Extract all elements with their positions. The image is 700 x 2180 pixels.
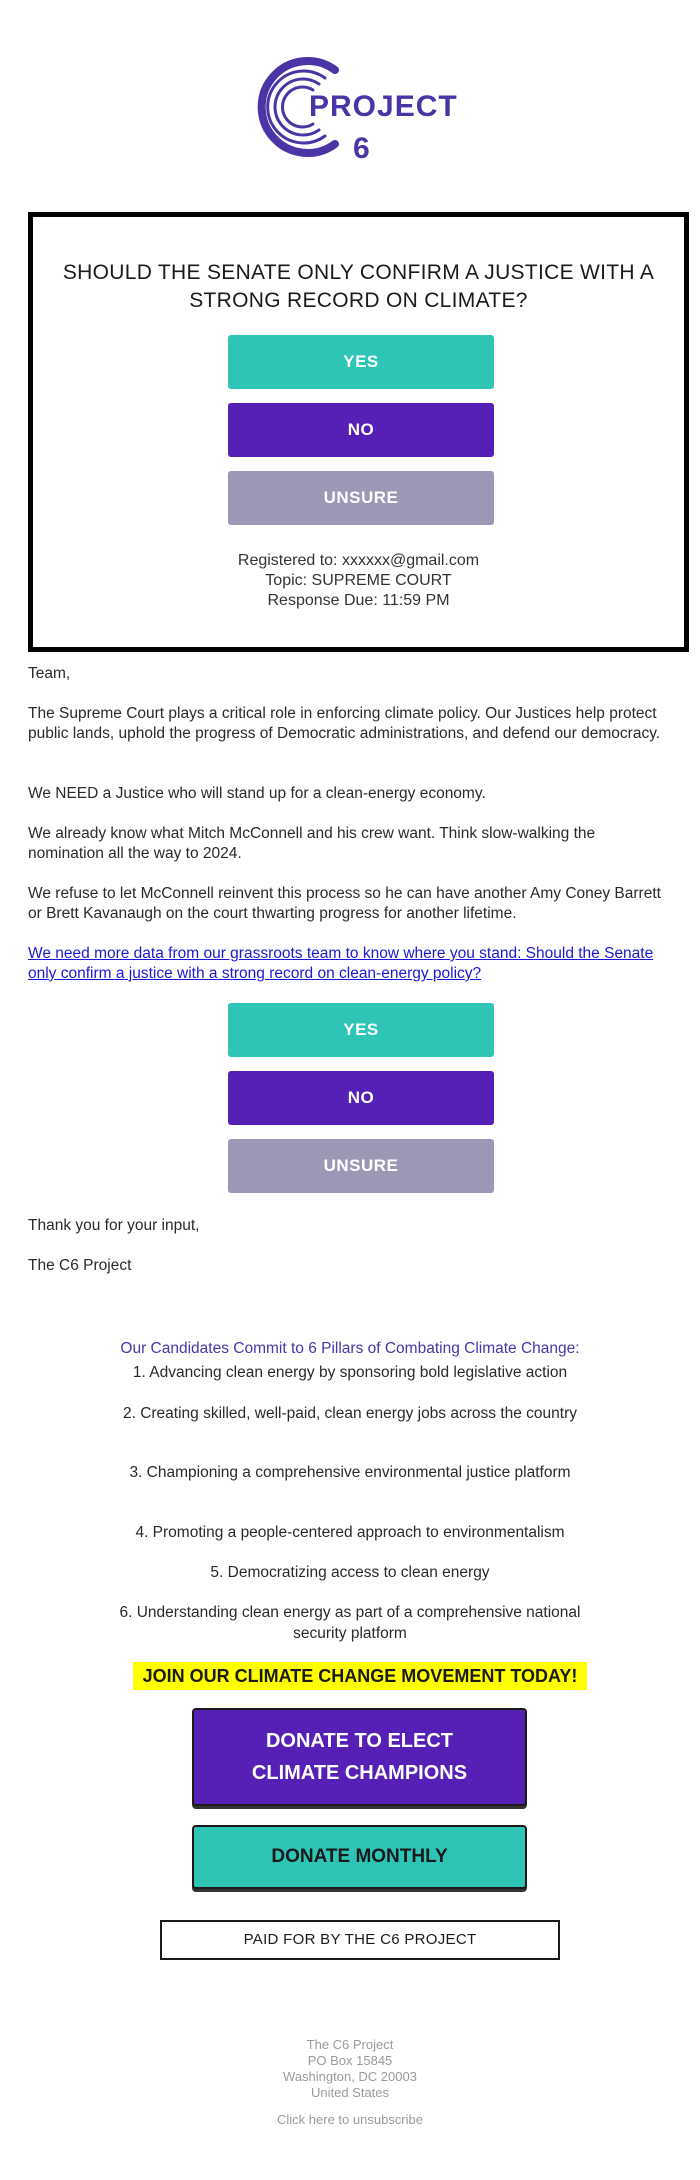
survey-question: SHOULD THE SENATE ONLY CONFIRM A JUSTICE WITH A STRONG RECORD ON CLIMATE?	[62, 261, 655, 312]
footer-org: The C6 Project	[306, 2037, 394, 2052]
footer-address	[0, 2037, 700, 2101]
paid-for-disclaimer: PAID FOR BY THE C6 PROJECT	[160, 1920, 560, 1960]
response-due: Response Due: 11:59 PM	[267, 592, 450, 609]
pillar-item: 6. Understanding clean energy as part of a comprehensive national security platform	[119, 1604, 581, 1642]
pillar-item: 4. Promoting a people-centered approach to environmentalism	[135, 1524, 565, 1541]
survey-unsure-button[interactable]: UNSURE	[228, 471, 494, 525]
thank-you: Thank you for your input,	[28, 1217, 200, 1234]
letter-no-button[interactable]: NO	[228, 1071, 494, 1125]
survey-no-button[interactable]: NO	[228, 403, 494, 457]
letter-unsure-button[interactable]: UNSURE	[228, 1139, 494, 1193]
letter-yes-button[interactable]: YES	[228, 1003, 494, 1057]
paragraph-4: We refuse to let McConnell reinvent this process so he can have another Amy Coney Barrett or Brett Kavanaugh on the court thwarting progress for another lifetime.	[28, 885, 661, 922]
pillar-item: 1. Advancing clean energy by sponsoring bold legislative action	[132, 1364, 568, 1381]
footer-po-box: PO Box 15845	[307, 2053, 393, 2068]
survey-yes-button[interactable]: YES	[228, 335, 494, 389]
pillars-title: Our Candidates Commit to 6 Pillars of Combating Climate Change:	[120, 1340, 580, 1357]
donate-monthly-button[interactable]: DONATE MONTHLY	[192, 1825, 527, 1889]
pillar-item: 3. Championing a comprehensive environmental justice platform	[129, 1464, 571, 1481]
unsubscribe-link[interactable]: Click here to unsubscribe	[277, 2112, 423, 2127]
registered-to: Registered to: xxxxxx@gmail.com	[237, 552, 480, 569]
paragraph-1: The Supreme Court plays a critical role in enforcing climate policy. Our Justices help protect public lands, uphold the progress of Democratic administrations, and defend our democracy.	[28, 705, 661, 742]
join-movement-banner: JOIN OUR CLIMATE CHANGE MOVEMENT TODAY!	[133, 1662, 587, 1690]
logo-word-project: PROJECT	[309, 90, 458, 123]
c6-project-logo[interactable]	[257, 52, 457, 172]
footer-country: United States	[310, 2085, 390, 2100]
paragraph-2: We NEED a Justice who will stand up for a clean-energy economy.	[28, 785, 486, 802]
greeting: Team,	[28, 665, 71, 682]
logo-word-six: 6	[353, 132, 370, 165]
paragraph-3: We already know what Mitch McConnell and his crew want. Think slow-walking the nomination all the way to 2024.	[28, 825, 596, 862]
survey-box	[28, 212, 689, 652]
pillar-item: 2. Creating skilled, well-paid, clean energy jobs across the country	[122, 1405, 578, 1422]
signoff: The C6 Project	[28, 1257, 132, 1274]
topic: Topic: SUPREME COURT	[265, 572, 452, 589]
pillar-item: 5. Democratizing access to clean energy	[210, 1564, 490, 1581]
survey-meta	[33, 551, 684, 611]
donate-elect-button[interactable]: DONATE TO ELECT CLIMATE CHAMPIONS	[192, 1708, 527, 1806]
survey-question-link[interactable]: We need more data from our grassroots team to know where you stand: Should the Senate only confirm a justice with a strong record on clean-energy policy?	[28, 945, 654, 982]
footer-city: Washington, DC 20003	[283, 2069, 417, 2084]
